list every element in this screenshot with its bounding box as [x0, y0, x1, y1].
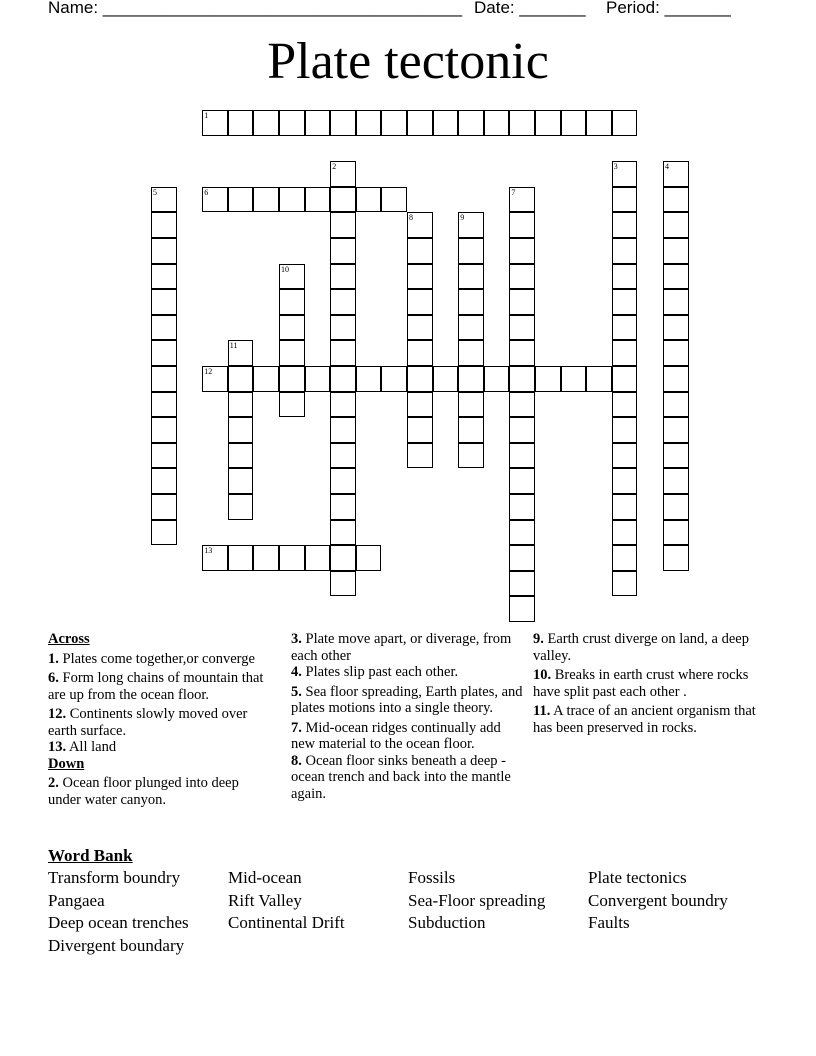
crossword-cell[interactable]	[356, 187, 382, 213]
crossword-cell[interactable]	[433, 110, 459, 136]
crossword-cell[interactable]	[356, 110, 382, 136]
clue-number: 9	[460, 213, 465, 223]
crossword-cell[interactable]	[330, 494, 356, 520]
crossword-cell[interactable]	[253, 366, 279, 392]
crossword-cell[interactable]	[151, 494, 177, 520]
clue-number: 10	[281, 264, 289, 274]
crossword-cell[interactable]	[612, 289, 638, 315]
crossword-cell[interactable]	[663, 443, 689, 469]
crossword-cell[interactable]	[509, 571, 535, 597]
crossword-cell[interactable]	[535, 110, 561, 136]
crossword-cell[interactable]	[509, 110, 535, 136]
crossword-cell[interactable]	[381, 187, 407, 213]
crossword-cell[interactable]	[228, 366, 254, 392]
crossword-cell[interactable]	[612, 238, 638, 264]
crossword-cell[interactable]	[663, 494, 689, 520]
clue-down-7: 7. Mid-ocean ridges continually add new material to the ocean floor.	[291, 719, 501, 752]
crossword-cell[interactable]	[330, 264, 356, 290]
word-bank-item: Rift Valley	[228, 890, 302, 910]
crossword-cell[interactable]	[407, 392, 433, 418]
crossword-cell[interactable]	[151, 264, 177, 290]
word-bank-item: Subduction	[408, 913, 486, 933]
crossword-cell[interactable]	[279, 187, 305, 213]
crossword-cell[interactable]	[663, 187, 689, 213]
crossword-cell[interactable]	[612, 212, 638, 238]
clue-down-8: 8. Ocean floor sinks beneath a deep -ocean trench and back into the mantle again.	[291, 752, 511, 802]
crossword-cell[interactable]	[407, 315, 433, 341]
crossword-cell[interactable]	[509, 289, 535, 315]
clue-down-10: 10. Breaks in earth crust where rocks have split past each other .	[533, 667, 749, 700]
across-heading: Across	[48, 631, 90, 647]
crossword-cell[interactable]	[279, 110, 305, 136]
crossword-cell[interactable]	[330, 571, 356, 597]
clue-across-1: 1. Plates come together,or converge	[48, 650, 255, 667]
crossword-cell[interactable]	[612, 264, 638, 290]
clue-across-6: 6. Form long chains of mountain that are up from the ocean floor.	[48, 670, 264, 703]
clue-down-5: 5. Sea floor spreading, Earth plates, and plates motions into a single theory.	[291, 683, 523, 716]
crossword-cell[interactable]	[458, 443, 484, 469]
crossword-cell[interactable]	[407, 212, 433, 238]
crossword-cell[interactable]	[612, 340, 638, 366]
crossword-cell[interactable]	[509, 545, 535, 571]
crossword-cell[interactable]	[663, 366, 689, 392]
crossword-cell[interactable]	[279, 392, 305, 418]
crossword-cell[interactable]	[202, 110, 228, 136]
crossword-cell[interactable]	[330, 417, 356, 443]
crossword-cell[interactable]	[151, 443, 177, 469]
word-bank-item: Plate tectonics	[588, 868, 687, 887]
crossword-cell[interactable]	[509, 264, 535, 290]
clue-number: 13	[204, 546, 213, 556]
crossword-cell[interactable]	[151, 520, 177, 546]
crossword-cell[interactable]	[458, 238, 484, 264]
crossword-cell[interactable]	[228, 443, 254, 469]
crossword-cell[interactable]	[151, 289, 177, 315]
crossword-cell[interactable]	[663, 340, 689, 366]
clue-number: 3	[613, 162, 618, 172]
word-bank-item: Faults	[588, 913, 630, 933]
word-bank-item: Continental Drift	[228, 913, 345, 933]
crossword-cell[interactable]	[561, 110, 587, 136]
crossword-cell[interactable]	[458, 417, 484, 443]
crossword-cell[interactable]	[407, 340, 433, 366]
crossword-cell[interactable]	[228, 187, 254, 213]
clue-number: 1	[204, 111, 209, 120]
clue-number: 7	[511, 187, 516, 197]
crossword-cell[interactable]	[407, 264, 433, 290]
crossword-cell[interactable]	[586, 110, 612, 136]
crossword-cell[interactable]	[612, 520, 638, 546]
crossword-cell[interactable]	[509, 417, 535, 443]
word-bank-item: Divergent boundary	[48, 935, 185, 955]
crossword-cell[interactable]	[330, 366, 356, 392]
crossword-cell[interactable]	[612, 392, 638, 418]
crossword-cell[interactable]	[663, 315, 689, 341]
crossword-cell[interactable]	[279, 289, 305, 315]
crossword-cell[interactable]	[612, 468, 638, 494]
crossword-cell[interactable]	[612, 417, 638, 443]
crossword-cell[interactable]	[509, 340, 535, 366]
crossword-cell[interactable]	[458, 392, 484, 418]
crossword-cell[interactable]	[228, 545, 254, 571]
crossword-cell[interactable]	[228, 110, 254, 136]
crossword-cell[interactable]	[509, 520, 535, 546]
crossword-cell[interactable]	[202, 187, 228, 213]
word-bank-item: Transform boundry	[48, 868, 181, 887]
crossword-cell[interactable]	[330, 212, 356, 238]
crossword-cell[interactable]	[151, 187, 177, 213]
crossword-cell[interactable]	[612, 571, 638, 597]
crossword-cell[interactable]	[151, 392, 177, 418]
crossword-cell[interactable]	[509, 366, 535, 392]
crossword-cell[interactable]	[484, 110, 510, 136]
crossword-cell[interactable]	[356, 545, 382, 571]
clue-down-11: 11. A trace of an ancient organism that has been preserved in rocks.	[533, 703, 756, 736]
clue-number: 8	[409, 213, 413, 223]
clues-column-3	[533, 631, 773, 739]
crossword-cell[interactable]	[279, 340, 305, 366]
crossword-cell[interactable]	[279, 545, 305, 571]
crossword-cell[interactable]	[305, 366, 331, 392]
crossword-cell[interactable]	[305, 187, 331, 213]
word-bank-item: Mid-ocean	[228, 868, 302, 887]
clue-down-4: 4. Plates slip past each other.	[291, 664, 459, 680]
crossword-cell[interactable]	[253, 545, 279, 571]
crossword-cell[interactable]	[305, 545, 331, 571]
crossword-cell[interactable]	[509, 494, 535, 520]
crossword-cell[interactable]	[330, 187, 356, 213]
crossword-cell[interactable]	[509, 238, 535, 264]
crossword-cell[interactable]	[509, 392, 535, 418]
crossword-cell[interactable]	[330, 468, 356, 494]
clue-number: 5	[153, 187, 157, 197]
crossword-cell[interactable]	[202, 545, 228, 571]
crossword-cell[interactable]	[330, 315, 356, 341]
crossword-cell[interactable]	[509, 212, 535, 238]
crossword-cell[interactable]	[330, 238, 356, 264]
crossword-cell[interactable]	[228, 494, 254, 520]
crossword-cell[interactable]	[228, 392, 254, 418]
crossword-cell[interactable]	[612, 545, 638, 571]
clue-number: 2	[332, 162, 337, 172]
clues-column-2	[291, 631, 527, 805]
crossword-cell[interactable]	[228, 417, 254, 443]
crossword-cell[interactable]	[458, 289, 484, 315]
crossword-cell[interactable]	[407, 110, 433, 136]
crossword-cell[interactable]	[356, 366, 382, 392]
word-bank-item: Sea-Floor spreading	[408, 890, 546, 910]
crossword-cell[interactable]	[663, 264, 689, 290]
crossword-cell[interactable]	[279, 315, 305, 341]
crossword-cell[interactable]	[458, 212, 484, 238]
crossword-cell[interactable]	[279, 366, 305, 392]
crossword-cell[interactable]	[458, 110, 484, 136]
word-bank-item: Pangaea	[48, 890, 105, 910]
crossword-cell[interactable]	[381, 110, 407, 136]
clue-down-2: 2. Ocean floor plunged into deep under water canyon.	[48, 775, 239, 808]
date-field[interactable]: Date: _______	[474, 0, 586, 17]
crossword-cell[interactable]	[663, 520, 689, 546]
crossword-cell[interactable]	[663, 212, 689, 238]
name-field[interactable]: Name: ______________________________________	[48, 0, 463, 17]
crossword-cell[interactable]	[151, 366, 177, 392]
crossword-cell[interactable]	[330, 392, 356, 418]
word-bank-item: Convergent boundry	[588, 890, 728, 910]
crossword-cell[interactable]	[509, 187, 535, 213]
clue-number: 6	[204, 187, 209, 197]
crossword-cell[interactable]	[612, 494, 638, 520]
crossword-cell[interactable]	[305, 110, 331, 136]
crossword-cell[interactable]	[330, 443, 356, 469]
word-bank-item: Fossils	[408, 868, 456, 887]
crossword-cell[interactable]	[151, 315, 177, 341]
crossword-cell[interactable]	[381, 366, 407, 392]
period-field[interactable]: Period: _______	[606, 0, 731, 17]
crossword-cell[interactable]	[253, 187, 279, 213]
crossword-cell[interactable]	[330, 289, 356, 315]
crossword-cell[interactable]	[663, 392, 689, 418]
crossword-cell[interactable]	[612, 443, 638, 469]
crossword-cell[interactable]	[228, 468, 254, 494]
crossword-cell[interactable]	[458, 264, 484, 290]
crossword-cell[interactable]	[151, 238, 177, 264]
crossword-cell[interactable]	[535, 366, 561, 392]
crossword-cell[interactable]	[330, 520, 356, 546]
crossword-cell[interactable]	[509, 596, 535, 622]
crossword-cell[interactable]	[663, 468, 689, 494]
crossword-cell[interactable]	[484, 366, 510, 392]
crossword-cell[interactable]	[458, 340, 484, 366]
crossword-cell[interactable]	[433, 366, 459, 392]
crossword-cell[interactable]	[612, 315, 638, 341]
crossword-cell[interactable]	[458, 366, 484, 392]
crossword-cell[interactable]	[509, 468, 535, 494]
crossword-cell[interactable]	[228, 340, 254, 366]
crossword-cell[interactable]	[663, 238, 689, 264]
crossword-cell[interactable]	[509, 443, 535, 469]
clue-number: 12	[204, 367, 213, 376]
crossword-cell[interactable]	[407, 289, 433, 315]
crossword-cell[interactable]	[407, 366, 433, 392]
page-title: Plate tectonic	[267, 33, 549, 90]
crossword-cell[interactable]	[663, 161, 689, 187]
crossword-cell[interactable]	[330, 161, 356, 187]
word-bank-title: Word Bank	[48, 846, 133, 865]
down-heading: Down	[48, 755, 85, 772]
crossword-cell[interactable]	[151, 468, 177, 494]
crossword-cell[interactable]	[663, 545, 689, 571]
crossword-cell[interactable]	[663, 289, 689, 315]
crossword-cell[interactable]	[151, 212, 177, 238]
clue-across-12: 12. Continents slowly moved over earth surface.	[48, 706, 248, 739]
crossword-cell[interactable]	[330, 545, 356, 571]
crossword-cell[interactable]	[279, 264, 305, 290]
clue-across-13: 13. All land	[48, 739, 117, 755]
crossword-cell[interactable]	[612, 366, 638, 392]
crossword-cell[interactable]	[561, 366, 587, 392]
clue-down-9: 9. Earth crust diverge on land, a deep valley.	[533, 631, 749, 664]
crossword-cell[interactable]	[330, 340, 356, 366]
crossword-cell[interactable]	[253, 110, 279, 136]
clues-column-1	[48, 631, 268, 811]
crossword-cell[interactable]	[151, 417, 177, 443]
crossword-cell[interactable]	[330, 110, 356, 136]
crossword-cell[interactable]	[586, 366, 612, 392]
crossword-cell[interactable]	[612, 110, 638, 136]
crossword-cell[interactable]	[458, 315, 484, 341]
crossword-cell[interactable]	[407, 443, 433, 469]
crossword-cell[interactable]	[407, 417, 433, 443]
crossword-cell[interactable]	[612, 161, 638, 187]
crossword-cell[interactable]	[202, 366, 228, 392]
clue-number: 4	[665, 162, 669, 172]
crossword-cell[interactable]	[407, 238, 433, 264]
clue-down-3: 3. Plate move apart, or diverage, from each other	[291, 631, 512, 664]
crossword-cell[interactable]	[151, 340, 177, 366]
word-bank-item: Deep ocean trenches	[48, 913, 189, 933]
crossword-cell[interactable]	[612, 187, 638, 213]
crossword-cell[interactable]	[663, 417, 689, 443]
clue-number: 11	[229, 341, 238, 351]
crossword-cell[interactable]	[509, 315, 535, 341]
